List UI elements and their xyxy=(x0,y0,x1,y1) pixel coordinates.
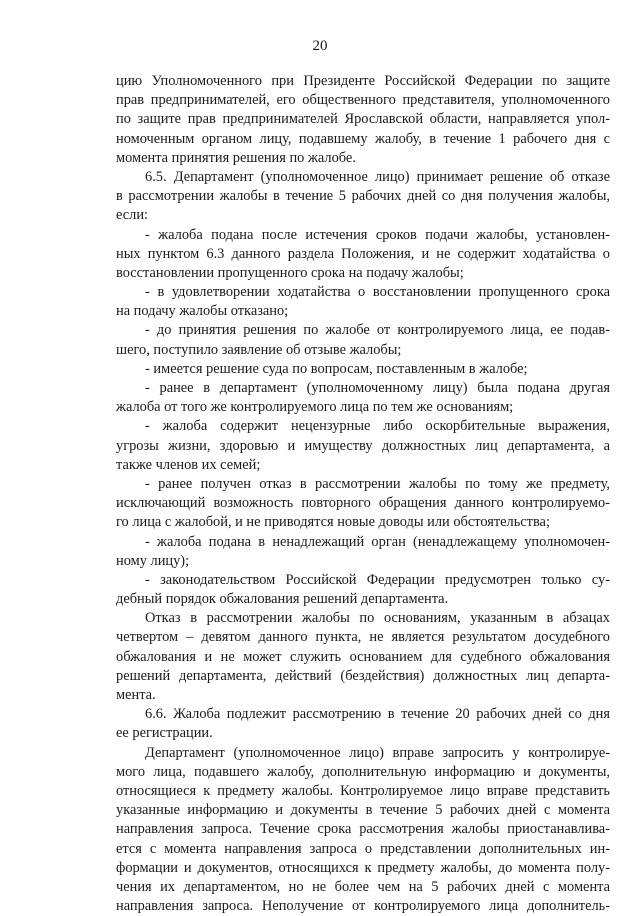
text-line: дебный порядок обжалования решений департамента. xyxy=(116,591,449,608)
text-line: Департамент (уполномоченное лицо) вправе запросить у контролируе- xyxy=(145,744,610,761)
text-line: формации и документов, относящихся к предмету жалобы, до момента полу- xyxy=(116,859,610,876)
text-line: Отказ в рассмотрении жалобы по основаниям, указанным в абзацах xyxy=(145,610,610,627)
text-line: жалоба от того же контролируемого лица по тем же основаниям; xyxy=(116,399,514,416)
text-line: - до принятия решения по жалобе от контролируемого лица, ее подав- xyxy=(145,322,610,339)
text-line: также членов их семей; xyxy=(116,456,261,473)
text-line: - ранее получен отказ в рассмотрении жалобы по тому же предмету, xyxy=(145,475,610,492)
text-line: - жалоба подана в ненадлежащий орган (ненадлежащему уполномочен- xyxy=(145,533,610,550)
text-line: мого лица, подавшего жалобу, дополнительную информацию и документы, xyxy=(116,763,610,780)
text-line: угрозы жизни, здоровью и имуществу должностных лиц департамента, а xyxy=(116,437,610,454)
text-line: - жалоба содержит нецензурные либо оскорбительные выражения, xyxy=(145,418,610,435)
text-line: шего, поступило заявление об отзыве жалобы; xyxy=(116,341,402,358)
text-line: направления запроса. Течение срока рассмотрения жалобы приостанавлива- xyxy=(116,821,610,838)
text-line: прав предпринимателей, его общественного представителя, уполномоченного xyxy=(116,92,610,109)
text-line: ее регистрации. xyxy=(116,725,213,742)
text-line: решений департамента, действий (бездействия) должностных лиц департа- xyxy=(116,667,610,684)
text-line: момента принятия решения по жалобе. xyxy=(116,149,356,166)
text-line: указанные информацию и документы в течение 5 рабочих дней с момента xyxy=(116,802,610,819)
text-line: исключающий возможность повторного обращения данного контролируемо- xyxy=(116,495,610,512)
text-line: - в удовлетворении ходатайства о восстановлении пропущенного срока xyxy=(145,284,610,301)
text-line: - жалоба подана после истечения сроков подачи жалобы, установлен- xyxy=(145,226,610,243)
text-line: ному лицу); xyxy=(116,552,190,569)
text-line: четвертом – девятом данного пункта, не является результатом досудебного xyxy=(116,629,610,646)
text-line: относящиеся к предмету жалобы. Контролируемое лицо вправе представить xyxy=(116,782,610,799)
text-line: ных пунктом 6.3 данного раздела Положения, и не содержит ходатайства о xyxy=(116,245,610,262)
text-line: - законодательством Российской Федерации предусмотрен только су- xyxy=(145,571,610,588)
text-line: 6.6. Жалоба подлежит рассмотрению в течение 20 рабочих дней со дня xyxy=(145,706,610,723)
page-number: 20 xyxy=(312,38,328,54)
text-line: по защите прав предпринимателей Ярославской области, направляется упол- xyxy=(116,111,610,128)
text-line: чения их департаментом, но не более чем на 5 рабочих дней с момента xyxy=(116,878,610,895)
text-line: го лица с жалобой, и не приводятся новые доводы или обстоятельства; xyxy=(116,514,550,531)
text-line: направления запроса. Неполучение от контролируемого лица дополнитель- xyxy=(116,898,610,915)
text-line: цию Уполномоченного при Президенте Российской Федерации по защите xyxy=(116,73,610,89)
text-line: 6.5. Департамент (уполномоченное лицо) принимает решение об отказе xyxy=(145,168,610,185)
text-line: в рассмотрении жалобы в течение 5 рабочих дней со дня получения жалобы, xyxy=(116,188,610,205)
text-line: на подачу жалобы отказано; xyxy=(116,303,289,320)
text-line: - имеется решение суда по вопросам, поставленным в жалобе; xyxy=(145,360,528,377)
text-line: номоченным органом лицу, подавшему жалобу, в течение 1 рабочего дня с xyxy=(116,130,610,147)
text-line: - ранее в департамент (уполномоченному лицу) была подана другая xyxy=(145,380,610,396)
text-line: обжалования и не может служить основанием для судебного обжалования xyxy=(116,648,610,665)
text-line: если: xyxy=(116,207,149,224)
text-line: ется с момента направления запроса о представлении дополнительных ин- xyxy=(116,840,610,857)
document-body xyxy=(116,72,610,916)
text-line: мента. xyxy=(116,687,156,703)
text-line: восстановлении пропущенного срока на подачу жалобы; xyxy=(116,264,464,281)
